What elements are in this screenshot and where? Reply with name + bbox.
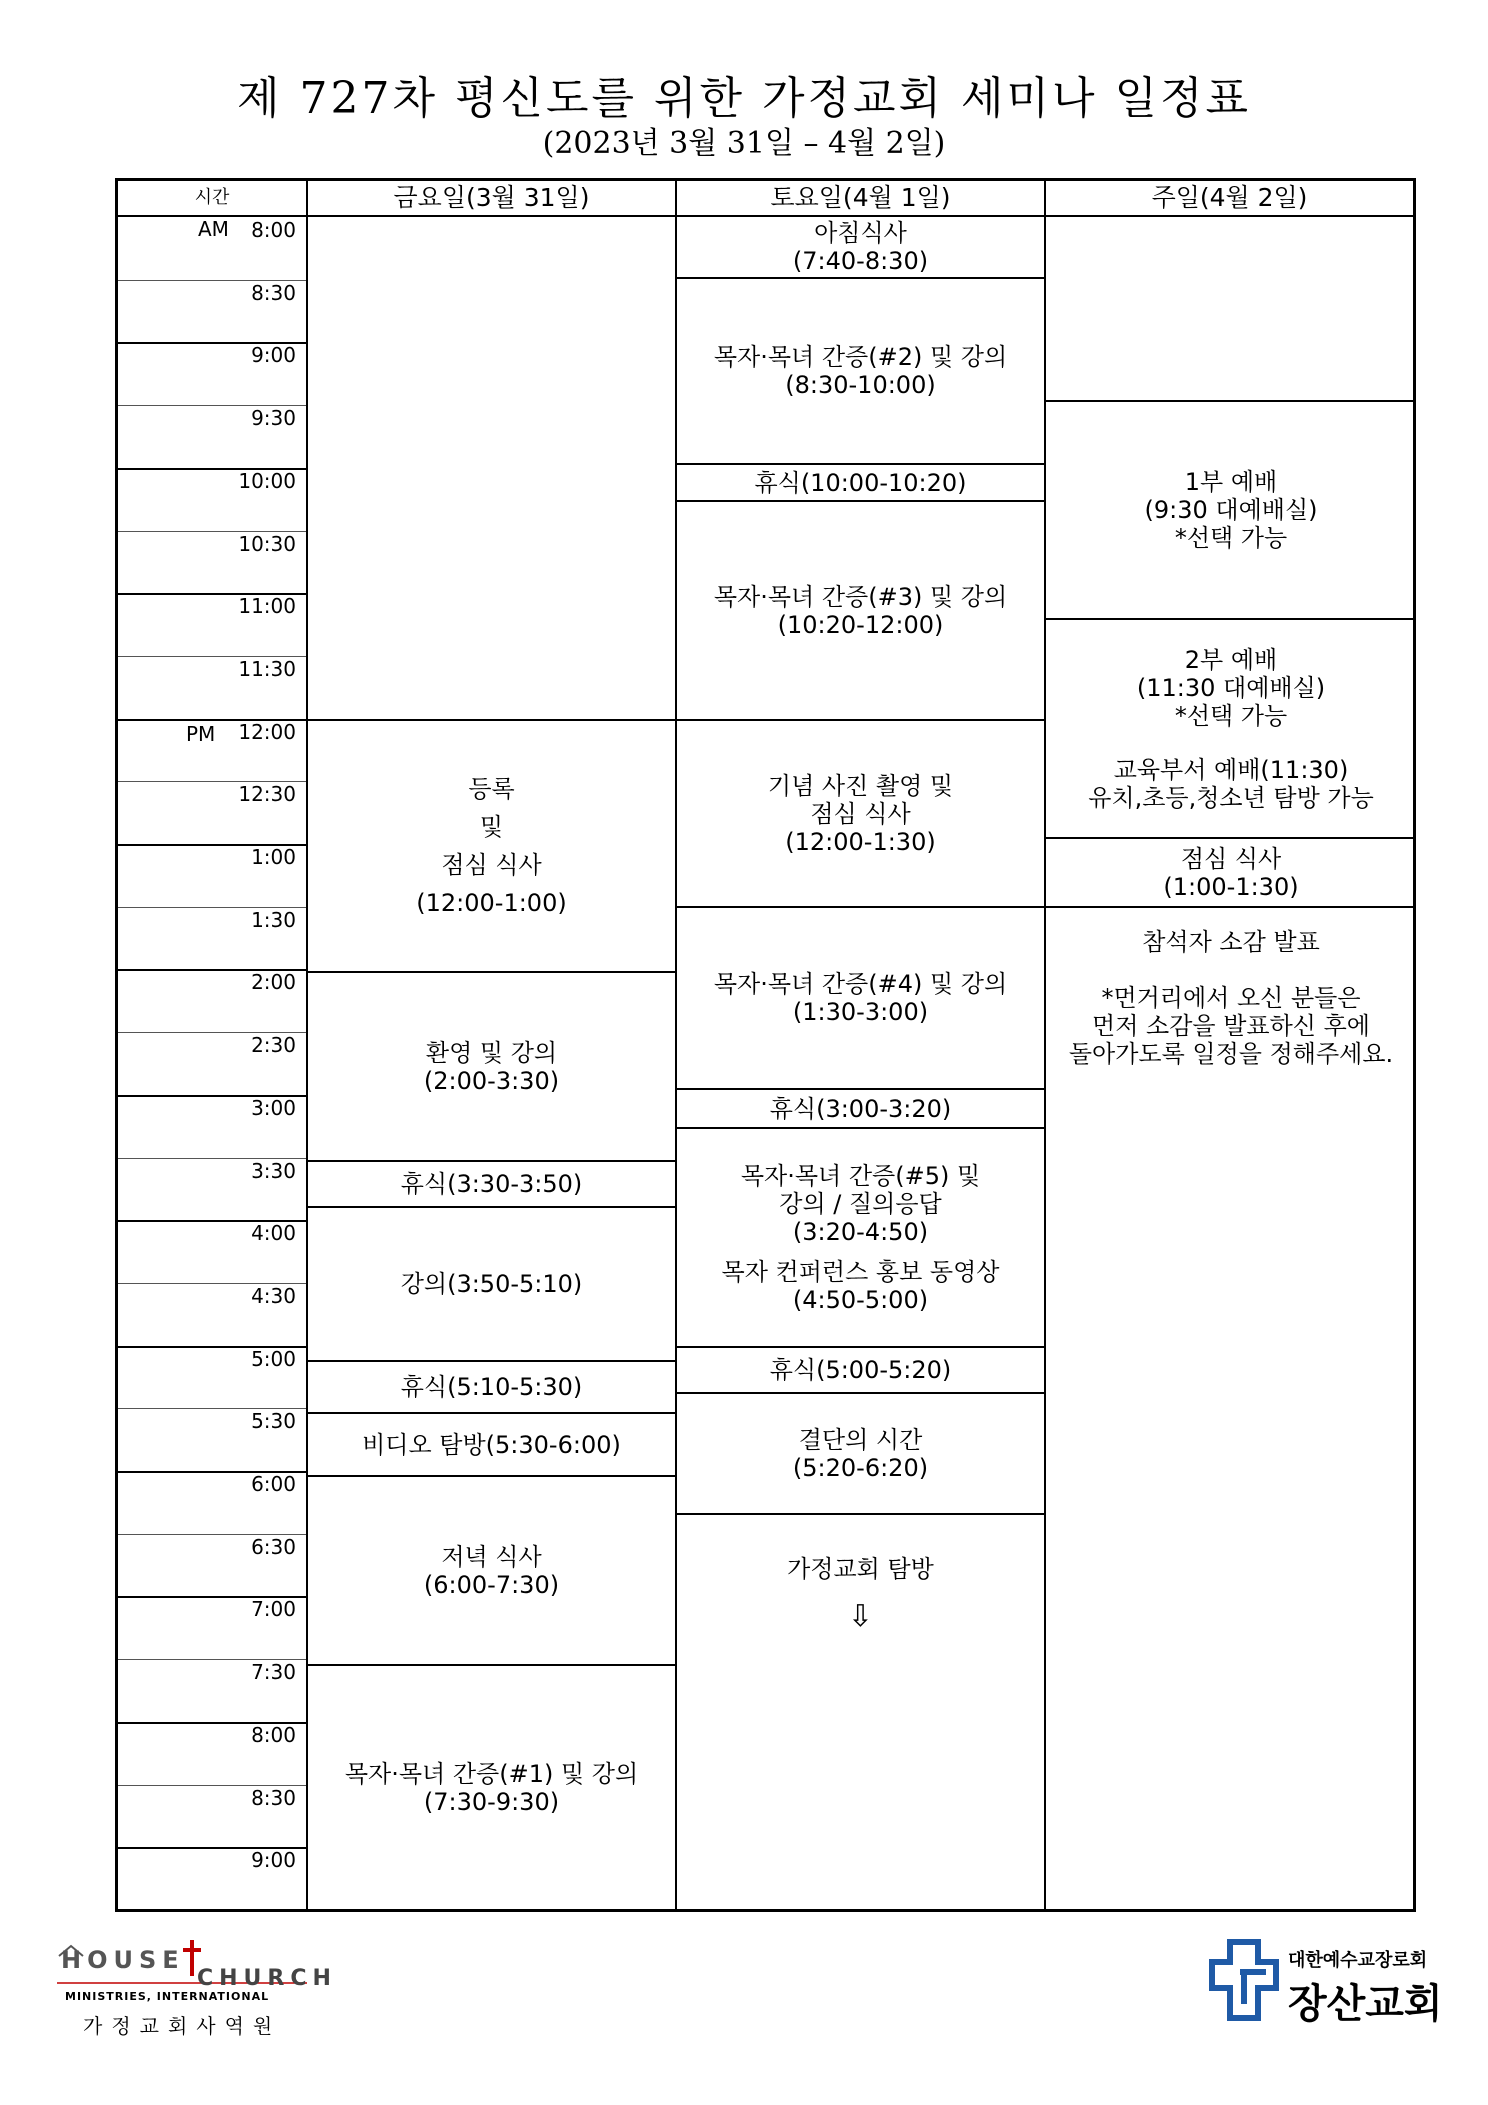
sun-worship-1 (1046, 402, 1416, 618)
cell-text: (4:50-5:00) (792, 1285, 929, 1314)
cell-text: 참석자 소감 발표 (1142, 928, 1320, 956)
cell-text: 돌아가도록 일정을 정해주세요. (1068, 1040, 1394, 1068)
cell-text: (11:30 대예배실) (1136, 673, 1326, 702)
down-arrow-icon: ⇩ (847, 1599, 874, 1634)
header-time: 시간 (194, 187, 230, 208)
time-label: 2:30 (251, 1033, 296, 1057)
time-label: 2:00 (251, 970, 296, 994)
time-label: 5:30 (251, 1409, 296, 1433)
sun-lunch (1046, 839, 1416, 906)
cell-text: (7:30-9:30) (423, 1788, 560, 1816)
cell-text: (3:20-4:50) (792, 1217, 929, 1246)
cell-text: 교육부서 예배(11:30) (1113, 755, 1349, 784)
sat-testimony-3 (677, 502, 1044, 719)
cell-text: 휴식(3:00-3:20) (769, 1094, 952, 1123)
time-label: 12:00 (238, 720, 296, 744)
cell-text: (12:00-1:00) (416, 889, 567, 917)
fri-dinner (308, 1477, 675, 1664)
cell-text: 휴식(10:00-10:20) (754, 468, 967, 497)
time-label: 8:30 (251, 281, 296, 305)
sat-decision (677, 1394, 1044, 1513)
cell-text: (8:30-10:00) (785, 371, 936, 399)
cell-text: 점심 식사 (441, 851, 542, 879)
time-label: 1:00 (251, 845, 296, 869)
logo-text: 장산교회 (1288, 1981, 1443, 2027)
cell-text: *선택 가능 (1174, 701, 1288, 730)
cell-text: 목자·목녀 간증(#1) 및 강의 (344, 1760, 639, 1788)
sat-photo-lunch (677, 721, 1044, 906)
time-label: 8:30 (251, 1786, 296, 1810)
logo-text: HOUSE (61, 1946, 185, 1974)
time-label: 6:00 (251, 1472, 296, 1496)
time-label: 3:00 (251, 1096, 296, 1120)
cell-text: 및 (479, 813, 504, 841)
fri-break-2 (308, 1362, 675, 1412)
time-label: 3:30 (251, 1159, 296, 1183)
sat-testimony-4 (677, 908, 1044, 1088)
cell-text: 2부 예배 (1184, 645, 1278, 674)
time-label: 8:00 (251, 218, 296, 242)
cell-text: 휴식(5:00-5:20) (769, 1356, 952, 1384)
pm-label: PM (186, 722, 216, 746)
time-label: 5:00 (251, 1347, 296, 1371)
church-cross-icon (1208, 1938, 1280, 2022)
cell-text: (9:30 대예배실) (1144, 496, 1318, 524)
cell-text: 기념 사진 촬영 및 (767, 771, 954, 800)
sun-worship-2 (1046, 620, 1416, 837)
time-label: 7:00 (251, 1597, 296, 1621)
cell-text: 목자·목녀 간증(#4) 및 강의 (713, 970, 1008, 998)
fri-video (308, 1414, 675, 1475)
fri-testimony-1 (308, 1666, 675, 1910)
time-label: 9:00 (251, 1848, 296, 1872)
cell-text: (12:00-1:30) (785, 827, 936, 856)
cell-text: 결단의 시간 (798, 1425, 923, 1454)
time-label: 4:00 (251, 1221, 296, 1245)
cell-text: (1:30-3:00) (792, 998, 929, 1026)
cell-text: 가정교회 탐방 (787, 1555, 934, 1583)
time-label: 10:30 (238, 532, 296, 556)
cell-text: (7:40-8:30) (792, 247, 929, 275)
cell-text: (2:00-3:30) (423, 1066, 560, 1095)
cell-text: *선택 가능 (1174, 524, 1288, 552)
time-label: 12:30 (238, 782, 296, 806)
time-label: 11:00 (238, 594, 296, 618)
logo-text: 가정교회사역원 (83, 2014, 282, 2038)
cell-text: 비디오 탐방(5:30-6:00) (362, 1430, 621, 1459)
cell-text: 휴식(5:10-5:30) (400, 1373, 583, 1401)
cell-text: (10:20-12:00) (777, 610, 944, 639)
cell-text: 휴식(3:30-3:50) (400, 1170, 583, 1198)
cell-text: 아침식사 (814, 219, 907, 247)
cell-text: 목자 컨퍼런스 홍보 동영상 (721, 1257, 1000, 1286)
sat-break-2 (677, 1090, 1044, 1127)
time-label: 11:30 (238, 657, 296, 681)
cell-text: 먼저 소감을 발표하신 후에 (1092, 1012, 1370, 1040)
cell-text: 점심 식사 (1180, 844, 1282, 873)
sat-break-1 (677, 465, 1044, 500)
logo-text: CHURCH (197, 1966, 337, 1991)
sat-break-3 (677, 1348, 1044, 1392)
cell-text: 강의 / 질의응답 (779, 1189, 942, 1218)
cell-text: 점심 식사 (810, 799, 911, 828)
house-church-logo (57, 1938, 337, 2048)
fri-registration (308, 721, 675, 971)
time-label: 9:00 (251, 343, 296, 367)
fri-lecture (308, 1208, 675, 1360)
cell-text: (5:20-6:20) (792, 1453, 929, 1482)
time-label: 4:30 (251, 1284, 296, 1308)
fri-welcome (308, 973, 675, 1160)
cell-text: 강의(3:50-5:10) (400, 1270, 583, 1298)
jangsan-church-logo (1208, 1938, 1458, 2028)
time-label: 10:00 (238, 469, 296, 493)
cell-text: 1부 예배 (1184, 468, 1278, 496)
cell-text: 환영 및 강의 (425, 1038, 558, 1067)
cell-text: 목자·목녀 간증(#5) 및 (740, 1161, 981, 1190)
time-label: 9:30 (251, 406, 296, 430)
sat-house-church-visit (677, 1515, 1044, 1910)
cell-text: 목자·목녀 간증(#2) 및 강의 (713, 343, 1008, 371)
header-saturday: 토요일(4월 1일) (770, 183, 951, 212)
cell-text: 등록 (468, 775, 515, 803)
page-subtitle: (2023년 3월 31일 – 4월 2일) (542, 126, 946, 161)
am-label: AM (198, 217, 229, 241)
cell-text: *먼거리에서 오신 분들은 (1101, 984, 1361, 1012)
logo-text: 대한예수교장로회 (1288, 1950, 1428, 1971)
header-friday: 금요일(3월 31일) (393, 183, 590, 212)
time-label: 6:30 (251, 1535, 296, 1559)
time-label: 8:00 (251, 1723, 296, 1747)
cell-text: 저녁 식사 (441, 1542, 542, 1571)
time-label: 1:30 (251, 908, 296, 932)
header-sunday: 주일(4월 2일) (1151, 183, 1308, 212)
sat-testimony-5 (677, 1129, 1044, 1346)
sun-sharing (1046, 908, 1416, 1910)
sat-breakfast (677, 217, 1044, 277)
cell-text: 목자·목녀 간증(#3) 및 강의 (713, 582, 1008, 611)
logo-text: MINISTRIES, INTERNATIONAL (65, 1990, 270, 2003)
page-title: 제 727차 평신도를 위한 가정교회 세미나 일정표 (237, 73, 1251, 124)
fri-break-1 (308, 1162, 675, 1206)
sat-testimony-2 (677, 279, 1044, 463)
cell-text: (1:00-1:30) (1163, 872, 1299, 901)
time-label: 7:30 (251, 1660, 296, 1684)
cell-text: (6:00-7:30) (423, 1570, 560, 1599)
cell-text: 유치,초등,청소년 탐방 가능 (1088, 783, 1374, 812)
